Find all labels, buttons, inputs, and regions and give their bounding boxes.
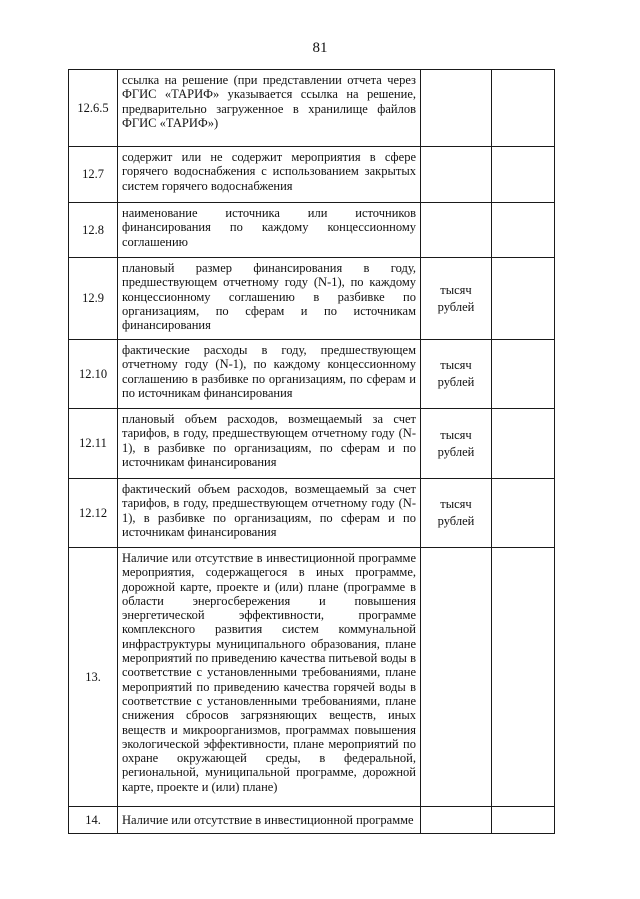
table-row (69, 548, 555, 807)
table-row (69, 479, 555, 548)
table-row (69, 409, 555, 479)
row-description: фактические расходы в году, предшествующем отчетному году (N-1), по каждому концессионному соглашению в разбивке по организациям, по сферам и по источникам финансирования (118, 340, 421, 409)
table-row (69, 70, 555, 147)
row-number: 12.8 (69, 203, 118, 258)
row-value-cell (492, 409, 555, 479)
row-value-cell (492, 807, 555, 834)
row-unit (421, 807, 492, 834)
table-row (69, 147, 555, 203)
row-value-cell (492, 203, 555, 258)
row-unit (421, 147, 492, 203)
row-unit: тысяч рублей (421, 409, 492, 479)
row-number: 12.9 (69, 258, 118, 340)
row-number: 12.10 (69, 340, 118, 409)
row-unit: тысяч рублей (421, 479, 492, 548)
row-number: 12.11 (69, 409, 118, 479)
table-row (69, 258, 555, 340)
row-value-cell (492, 70, 555, 147)
row-description: плановый объем расходов, возмещаемый за счет тарифов, в году, предшествующем отчетному году (N-1), в разбивке по организациям, по сферам и по источникам финансирования (118, 409, 421, 479)
row-description: Наличие или отсутствие в инвестиционной программе (118, 807, 421, 834)
page-number: 81 (312, 40, 328, 56)
row-number: 14. (69, 807, 118, 834)
row-description: плановый размер финансирования в году, предшествующем отчетному году (N-1), по каждому концессионному соглашению в разбивке по организациям, по сферам и по источникам финансирования (118, 258, 421, 340)
row-value-cell (492, 147, 555, 203)
row-number: 12.7 (69, 147, 118, 203)
row-number: 12.6.5 (69, 70, 118, 147)
table-row (69, 807, 555, 834)
row-value-cell (492, 258, 555, 340)
row-value-cell (492, 479, 555, 548)
row-description: наименование источника или источников финансирования по каждому концессионному соглашению (118, 203, 421, 258)
row-value-cell (492, 548, 555, 807)
row-description: Наличие или отсутствие в инвестиционной программе мероприятия, содержащегося в иных программе, дорожной карте, проекте и (или) плане (программе в области энергосбережения и повышения энергетической эффективности, программе комплексного развития систем коммунальной инфраструктуры муниципального образования, плане мероприятий по приведению качества питьевой воды в соответствие с установленными требованиями, плане мероприятий по приведению качества горячей воды в соответствие с установленными требованиями, плане снижения сбросов загрязняющих веществ, иных веществ и микроорганизмов, программах повышения экологической эффективности, плане мероприятий по охране окружающей среды, в федеральной, региональной, муниципальной программе, дорожной карте, проекте и (или) плане) (118, 548, 421, 807)
table-row (69, 203, 555, 258)
row-value-cell (492, 340, 555, 409)
row-unit: тысяч рублей (421, 258, 492, 340)
row-description: ссылка на решение (при представлении отчета через ФГИС «ТАРИФ» указывается ссылка на решение, предварительно загруженное в хранилище файлов ФГИС «ТАРИФ») (118, 70, 421, 147)
indicator-table (68, 69, 555, 834)
row-unit (421, 70, 492, 147)
row-description: содержит или не содержит мероприятия в сфере горячего водоснабжения с использованием закрытых систем горячего водоснабжения (118, 147, 421, 203)
row-number: 13. (69, 548, 118, 807)
table-row (69, 340, 555, 409)
row-unit (421, 203, 492, 258)
row-unit (421, 548, 492, 807)
row-description: фактический объем расходов, возмещаемый за счет тарифов, в году, предшествующем отчетному году (N-1), в разбивке по организациям, по сферам и по источникам финансирования (118, 479, 421, 548)
row-unit: тысяч рублей (421, 340, 492, 409)
row-number: 12.12 (69, 479, 118, 548)
